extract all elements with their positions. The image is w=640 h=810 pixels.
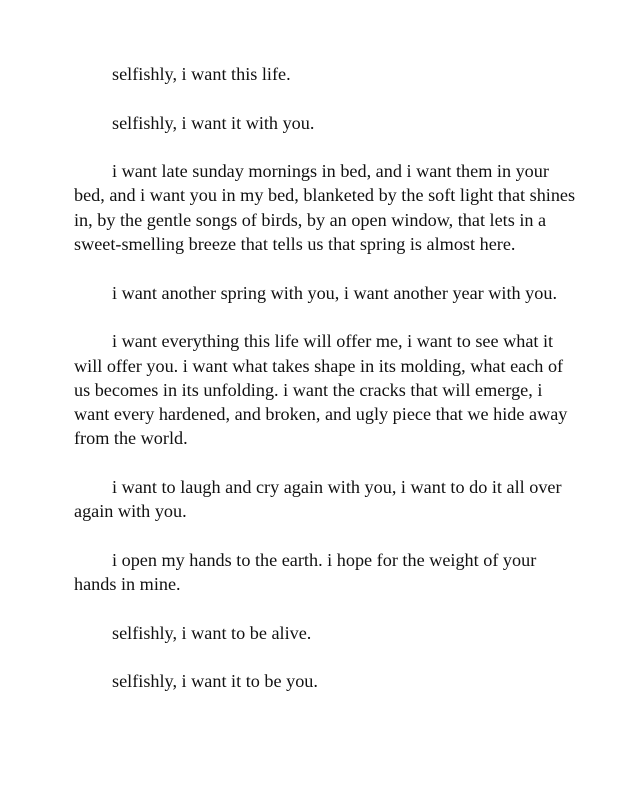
paragraph-4: i want another spring with you, i want another year with you. <box>112 282 557 303</box>
paragraph-5: i want everything this life will offer me, i want to see what it will offer you. i want what takes shape in its molding, what each of us becomes in its unfolding. i want the cracks that will emerge, i want every hardened, and broken, and ugly piece that we hide away from the world. <box>74 331 568 449</box>
paragraph-7: i open my hands to the earth. i hope for the weight of your hands in mine. <box>74 549 537 595</box>
paragraph-8: selfishly, i want to be alive. <box>112 622 312 643</box>
paragraph-2: selfishly, i want it with you. <box>112 112 315 133</box>
paragraph-9: selfishly, i want it to be you. <box>112 671 318 692</box>
paragraph-3: i want late sunday mornings in bed, and i want them in your bed, and i want you in my bed, blanketed by the soft light that shines in, by the gentle songs of birds, by an open window, that lets in a sweet-smelling breeze that tells us that spring is almost here. <box>74 161 576 255</box>
paragraph-1: selfishly, i want this life. <box>112 64 291 84</box>
paragraph-6: i want to laugh and cry again with you, i want to do it all over again with you. <box>74 477 562 522</box>
